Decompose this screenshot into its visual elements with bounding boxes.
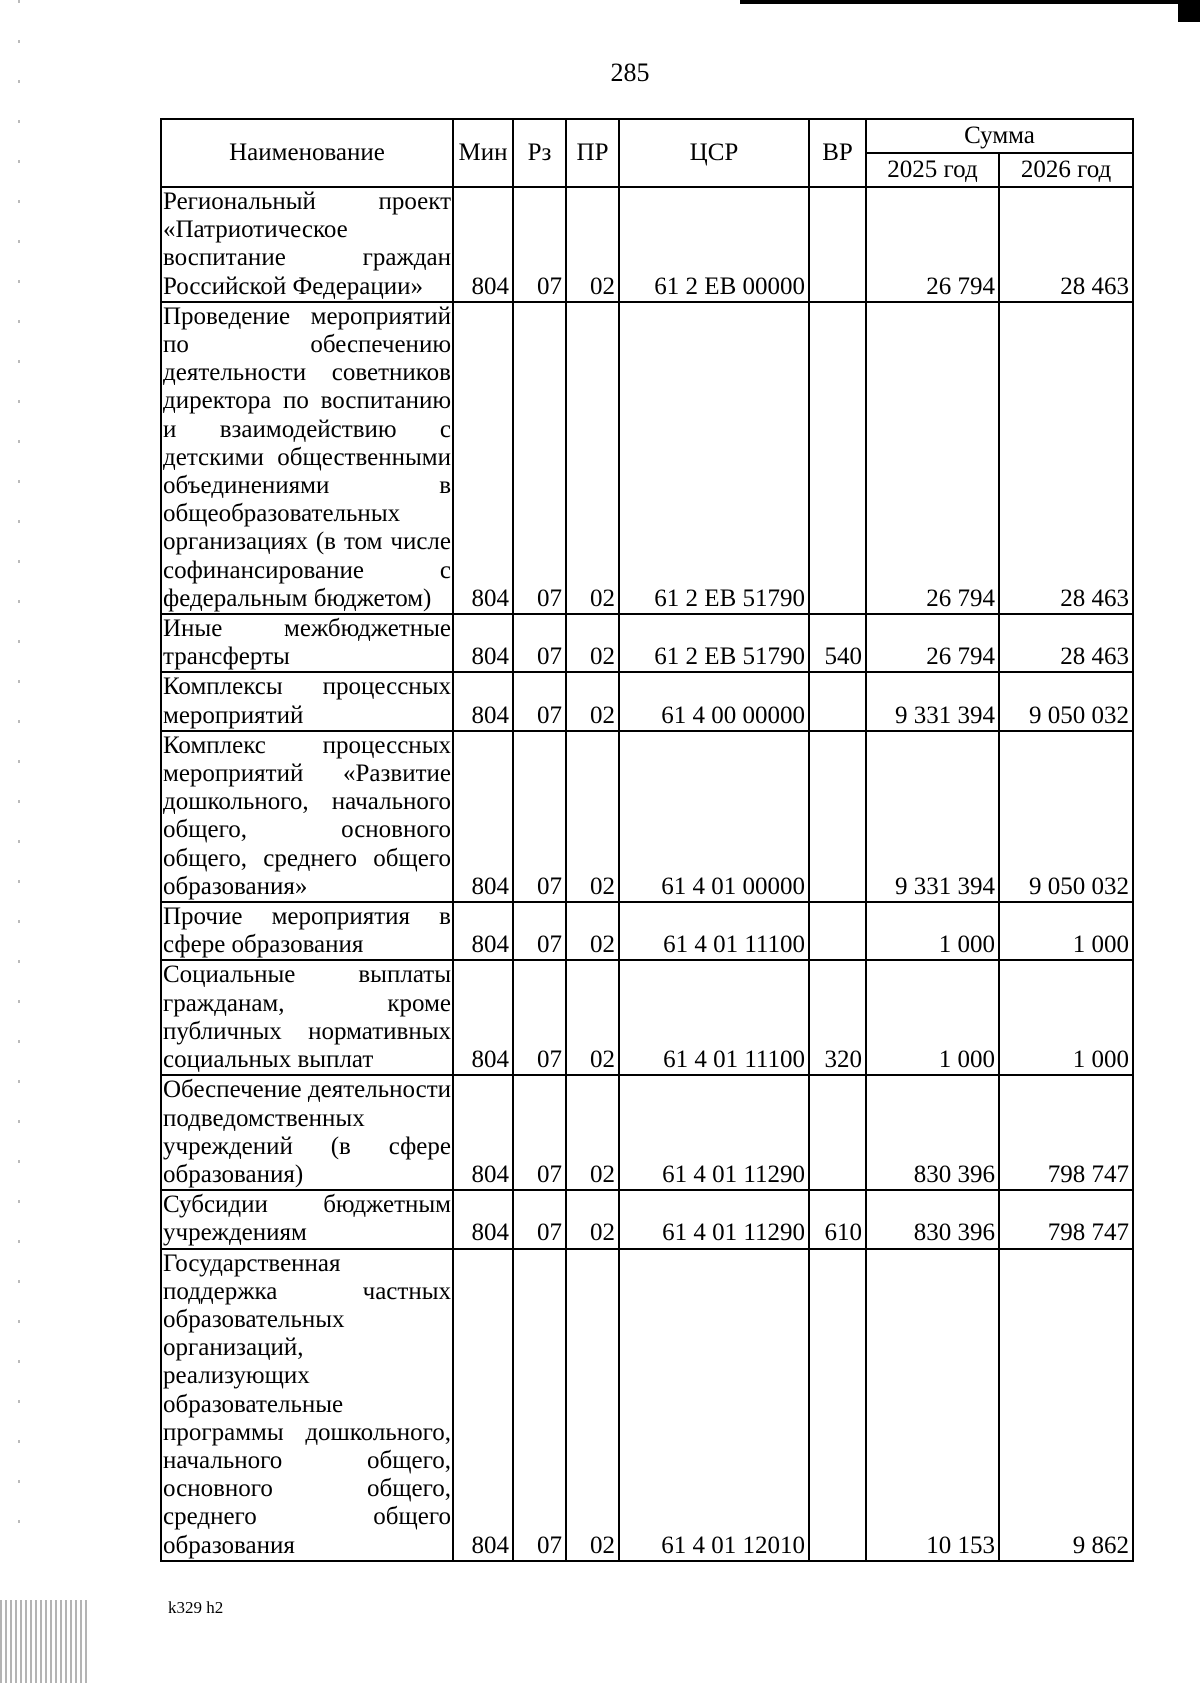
cell-2025: 26 794: [866, 187, 999, 302]
cell-2025: 26 794: [866, 614, 999, 672]
cell-min: 804: [453, 614, 513, 672]
scan-margin-marks: [18, 0, 20, 1540]
cell-name: Проведение мероприятий по обеспечению деятельности советников директора по воспитанию и взаимодействию с детскими общественными объединениями в общеобразовательных организациях (в том числе софинансирование с федеральным бюджетом): [161, 302, 453, 614]
cell-rz: 07: [513, 1249, 566, 1561]
cell-pr: 02: [566, 731, 619, 902]
cell-min: 804: [453, 731, 513, 902]
header-year-2026: 2026 год: [999, 153, 1133, 187]
cell-name: Социальные выплаты гражданам, кроме публичных нормативных социальных выплат: [161, 960, 453, 1075]
cell-pr: 02: [566, 187, 619, 302]
cell-csr: 61 2 ЕВ 51790: [619, 614, 809, 672]
cell-2026: 1 000: [999, 902, 1133, 960]
scan-edge-bar: [740, 0, 1180, 4]
cell-min: 804: [453, 1190, 513, 1248]
cell-vr: 320: [809, 960, 866, 1075]
table-row: [161, 302, 1133, 614]
cell-min: 804: [453, 960, 513, 1075]
table-header-row: [161, 119, 1133, 153]
cell-csr: 61 4 01 11290: [619, 1190, 809, 1248]
cell-vr: [809, 1249, 866, 1561]
cell-2025: 830 396: [866, 1190, 999, 1248]
cell-2025: 1 000: [866, 960, 999, 1075]
page-number: 285: [610, 58, 650, 87]
cell-min: 804: [453, 187, 513, 302]
table-row: [161, 1075, 1133, 1190]
cell-vr: 540: [809, 614, 866, 672]
cell-csr: 61 4 01 00000: [619, 731, 809, 902]
cell-pr: 02: [566, 1075, 619, 1190]
cell-name: Иные межбюджетные трансферты: [161, 614, 453, 672]
cell-2026: 28 463: [999, 302, 1133, 614]
header-min: Мин: [453, 119, 513, 187]
cell-name: Обеспечение деятельности подведомственных учреждений (в сфере образования): [161, 1075, 453, 1190]
cell-rz: 07: [513, 187, 566, 302]
table-row: [161, 960, 1133, 1075]
table-row: [161, 1249, 1133, 1561]
cell-pr: 02: [566, 614, 619, 672]
cell-min: 804: [453, 672, 513, 730]
cell-csr: 61 4 01 11100: [619, 902, 809, 960]
cell-csr: 61 4 01 12010: [619, 1249, 809, 1561]
cell-name: Комплексы процессных мероприятий: [161, 672, 453, 730]
cell-min: 804: [453, 902, 513, 960]
cell-2025: 9 331 394: [866, 731, 999, 902]
cell-rz: 07: [513, 614, 566, 672]
cell-vr: [809, 672, 866, 730]
cell-vr: 610: [809, 1190, 866, 1248]
cell-csr: 61 2 ЕВ 51790: [619, 302, 809, 614]
cell-rz: 07: [513, 672, 566, 730]
header-year-2025: 2025 год: [866, 153, 999, 187]
table-row: [161, 614, 1133, 672]
cell-min: 804: [453, 1075, 513, 1190]
cell-2026: 28 463: [999, 187, 1133, 302]
cell-csr: 61 4 00 00000: [619, 672, 809, 730]
table-row: [161, 902, 1133, 960]
scan-edge-block: [1178, 0, 1200, 22]
cell-2026: 28 463: [999, 614, 1133, 672]
cell-rz: 07: [513, 1190, 566, 1248]
cell-rz: 07: [513, 302, 566, 614]
cell-rz: 07: [513, 902, 566, 960]
cell-pr: 02: [566, 902, 619, 960]
cell-csr: 61 4 01 11290: [619, 1075, 809, 1190]
cell-rz: 07: [513, 960, 566, 1075]
cell-2026: 798 747: [999, 1190, 1133, 1248]
table-row: [161, 672, 1133, 730]
cell-2025: 10 153: [866, 1249, 999, 1561]
cell-2025: 1 000: [866, 902, 999, 960]
cell-pr: 02: [566, 1249, 619, 1561]
cell-min: 804: [453, 302, 513, 614]
footer-code: k329 h2: [168, 1598, 224, 1617]
cell-csr: 61 2 ЕВ 00000: [619, 187, 809, 302]
scan-noise: [0, 1600, 90, 1683]
table-body: [161, 187, 1133, 1561]
table-row: [161, 187, 1133, 302]
cell-name: Комплекс процессных мероприятий «Развитие дошкольного, начального общего, основного общего, среднего общего образования»: [161, 731, 453, 902]
cell-rz: 07: [513, 1075, 566, 1190]
cell-vr: [809, 902, 866, 960]
cell-2025: 830 396: [866, 1075, 999, 1190]
cell-pr: 02: [566, 1190, 619, 1248]
header-sum: Сумма: [866, 119, 1133, 153]
cell-vr: [809, 731, 866, 902]
cell-rz: 07: [513, 731, 566, 902]
header-vr: ВР: [809, 119, 866, 187]
cell-pr: 02: [566, 960, 619, 1075]
cell-2025: 9 331 394: [866, 672, 999, 730]
cell-2026: 798 747: [999, 1075, 1133, 1190]
header-csr: ЦСР: [619, 119, 809, 187]
cell-vr: [809, 302, 866, 614]
cell-2026: 9 862: [999, 1249, 1133, 1561]
cell-name: Прочие мероприятия в сфере образования: [161, 902, 453, 960]
cell-min: 804: [453, 1249, 513, 1561]
cell-2026: 1 000: [999, 960, 1133, 1075]
cell-2025: 26 794: [866, 302, 999, 614]
cell-name: Региональный проект «Патриотическое воспитание граждан Российской Федерации»: [161, 187, 453, 302]
cell-2026: 9 050 032: [999, 672, 1133, 730]
cell-csr: 61 4 01 11100: [619, 960, 809, 1075]
cell-pr: 02: [566, 302, 619, 614]
cell-name: Субсидии бюджетным учреждениям: [161, 1190, 453, 1248]
cell-vr: [809, 187, 866, 302]
header-pr: ПР: [566, 119, 619, 187]
table-row: [161, 1190, 1133, 1248]
cell-pr: 02: [566, 672, 619, 730]
table-row: [161, 731, 1133, 902]
cell-vr: [809, 1075, 866, 1190]
cell-2026: 9 050 032: [999, 731, 1133, 902]
budget-table: [160, 118, 1134, 1562]
cell-name: Государственная поддержка частных образовательных организаций, реализующих образовательные программы дошкольного, начального общего, основного общего, среднего общего образования: [161, 1249, 453, 1561]
header-name: Наименование: [161, 119, 453, 187]
header-rz: Рз: [513, 119, 566, 187]
